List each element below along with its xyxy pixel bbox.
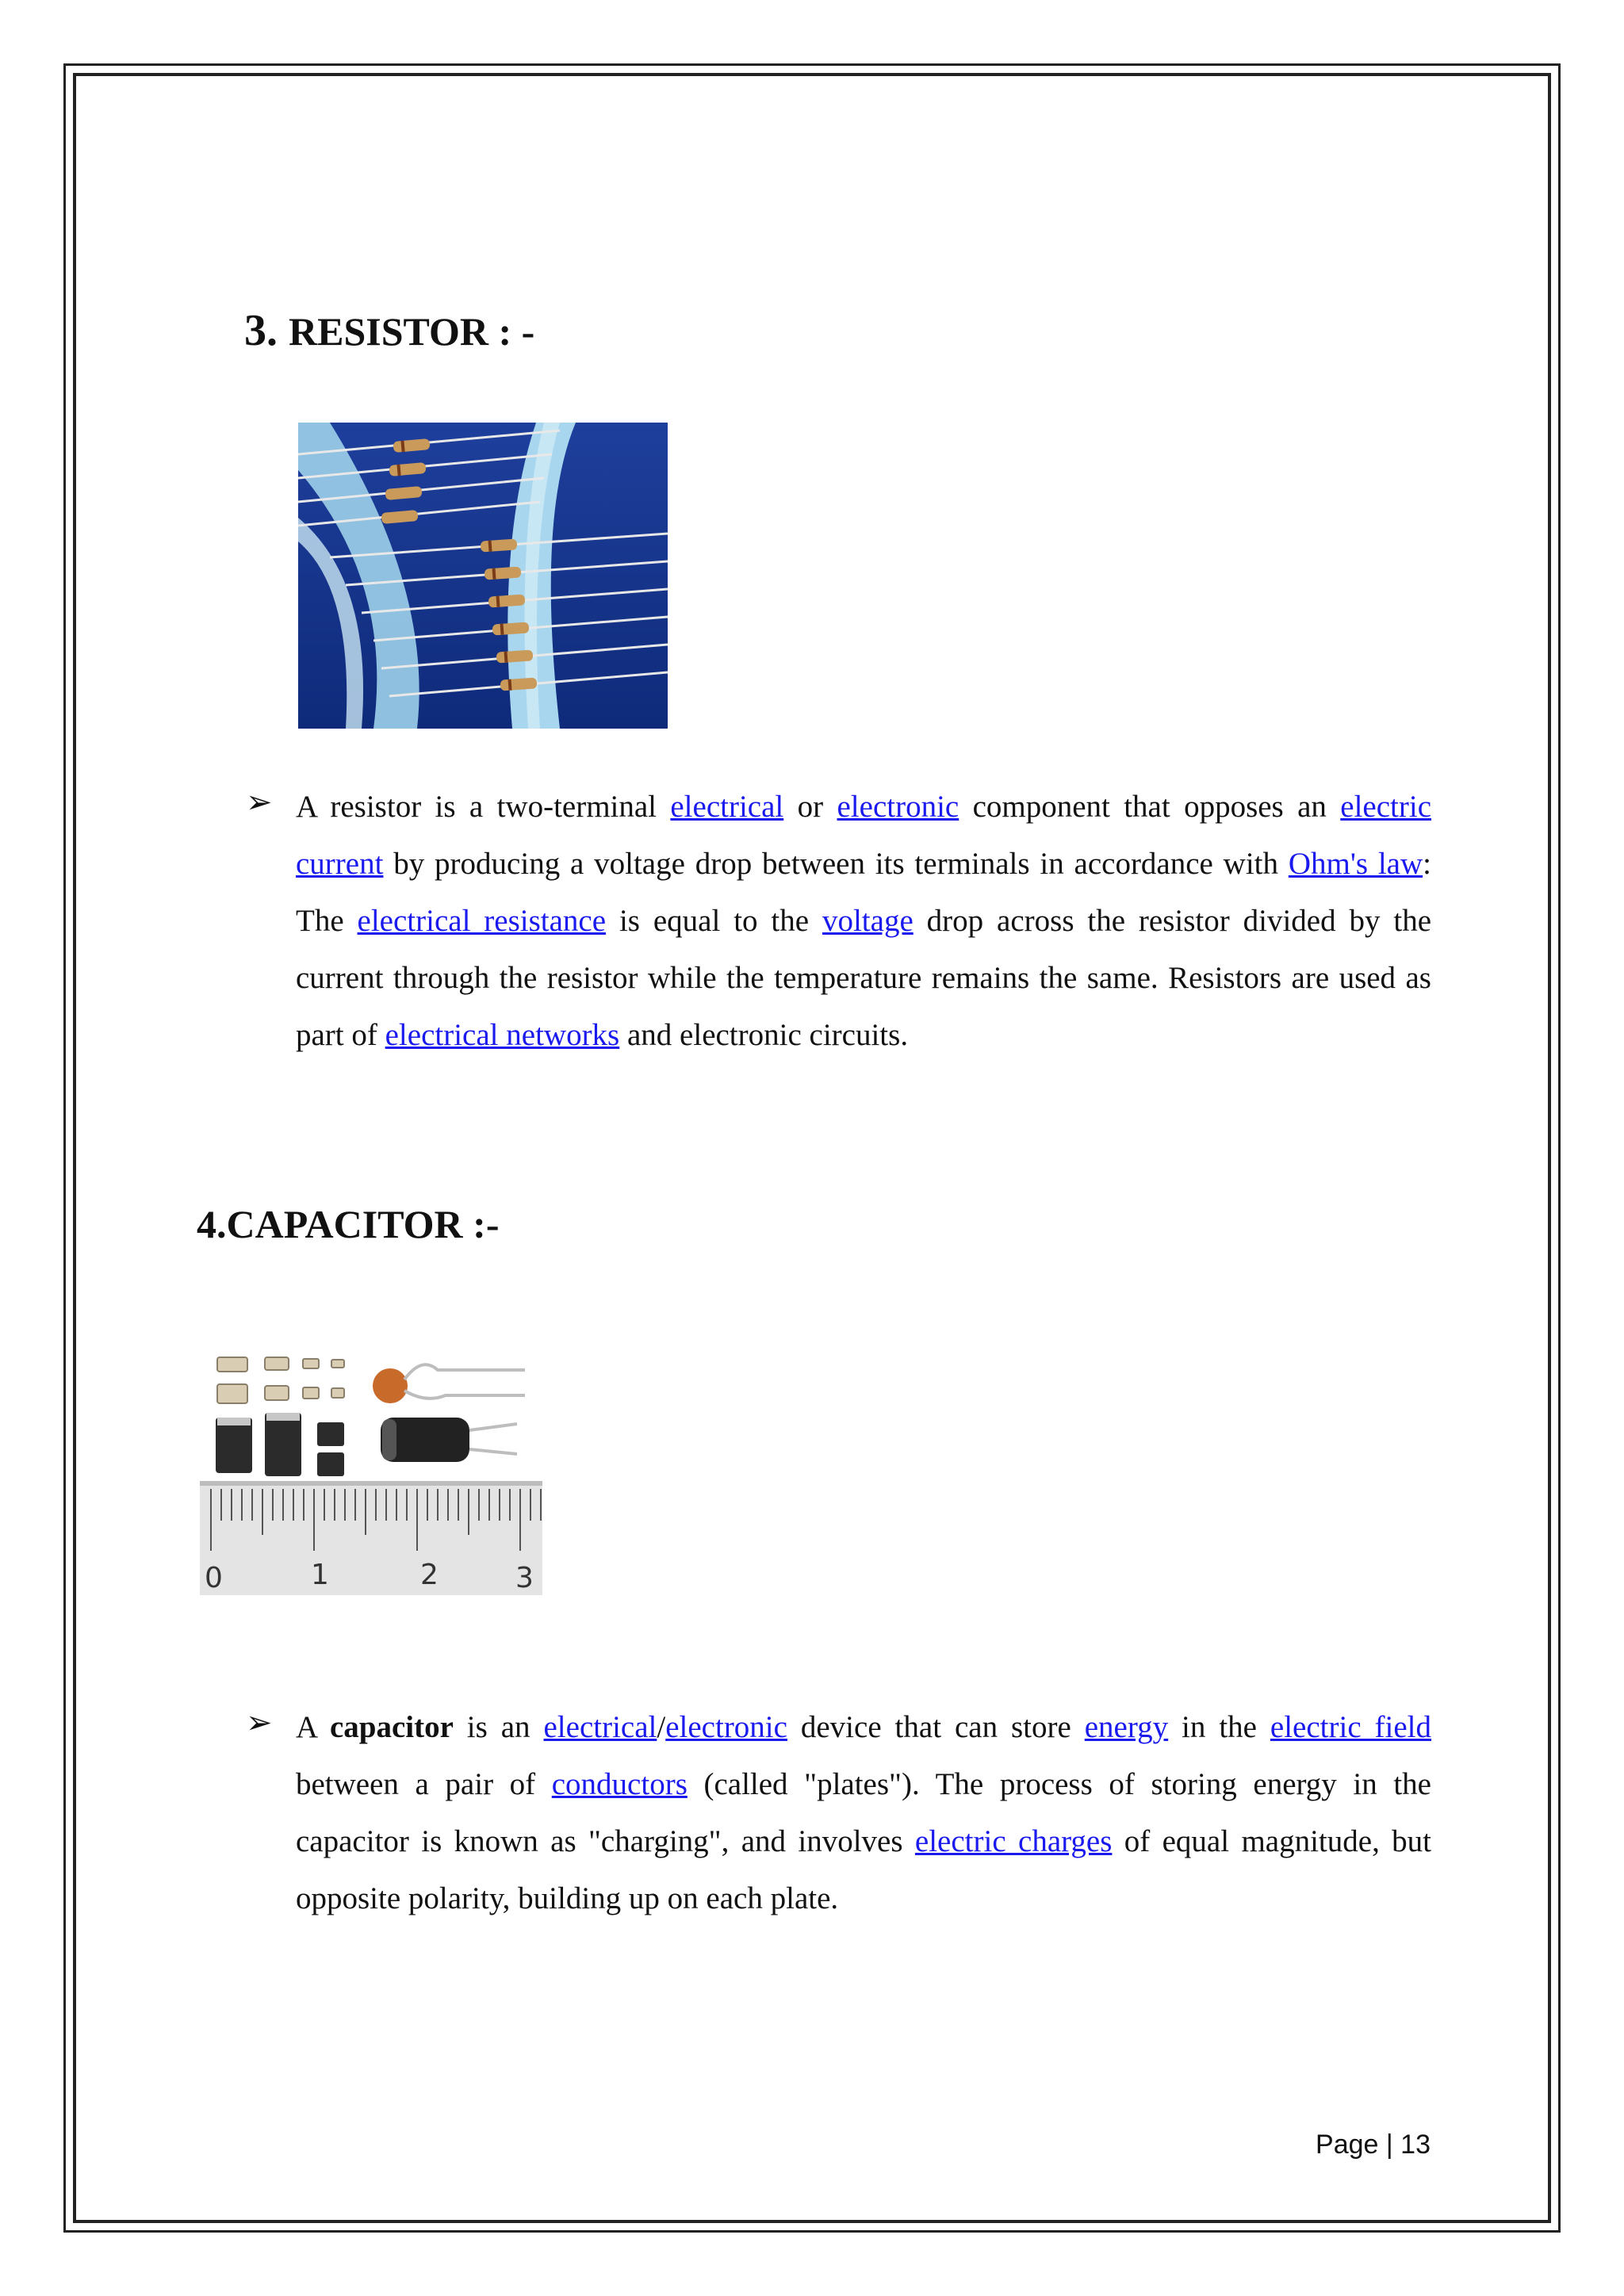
link-energy[interactable]: energy xyxy=(1084,1710,1169,1744)
link-electronic[interactable]: electronic xyxy=(837,790,959,824)
text-fragment: A resistor is a two-terminal xyxy=(296,790,671,824)
bullet-arrow-icon: ➢ xyxy=(246,784,273,820)
link-ohms-law[interactable]: Ohm's law xyxy=(1288,847,1423,881)
link-conductors[interactable]: conductors xyxy=(551,1767,688,1801)
ruler-label-1: 1 xyxy=(311,1559,329,1591)
text-fragment: or xyxy=(783,790,837,824)
link-electrical[interactable]: electrical xyxy=(670,790,784,824)
text-fragment: component that opposes an xyxy=(959,790,1341,824)
text-fragment: / xyxy=(657,1710,666,1744)
text-fragment: in the xyxy=(1168,1710,1270,1744)
text-fragment: (called "plates"). The process of storing energy in the capacitor is known as "charging", and involves xyxy=(296,1767,1431,1858)
resistor-photo xyxy=(298,423,668,729)
link-electrical-networks[interactable]: electrical networks xyxy=(385,1018,620,1052)
bold-term: capacitor xyxy=(329,1710,454,1744)
capacitor-heading: 4.CAPACITOR :- xyxy=(197,1202,500,1246)
resistor-heading-number: 3. xyxy=(244,306,278,355)
ruler-label-2: 2 xyxy=(420,1559,439,1591)
text-fragment: : The xyxy=(296,847,1431,938)
capacitor-description xyxy=(296,1699,1431,1927)
page-number: Page | 13 xyxy=(1316,2130,1431,2160)
link-electric-field[interactable]: electric field xyxy=(1270,1710,1432,1744)
text-fragment: between a pair of xyxy=(296,1767,552,1801)
link-electrical-resistance[interactable]: electrical resistance xyxy=(357,904,607,938)
text-fragment: is an xyxy=(453,1710,544,1744)
resistor-heading xyxy=(244,305,534,356)
bullet-arrow-icon: ➢ xyxy=(246,1705,273,1740)
ruler-label-0: 0 xyxy=(205,1562,223,1594)
text-fragment: and electronic circuits. xyxy=(619,1018,909,1052)
text-fragment: of equal magnitude, but opposite polarity, building up on each plate. xyxy=(296,1824,1432,1915)
text-fragment: A xyxy=(296,1710,330,1744)
link-electronic[interactable]: electronic xyxy=(665,1710,787,1744)
link-electric-charges[interactable]: electric charges xyxy=(914,1824,1113,1858)
link-electrical[interactable]: electrical xyxy=(543,1710,657,1744)
text-fragment: drop across the resistor divided by the current through the resistor while the temperature remains the same. Resistors are used as part of xyxy=(296,904,1432,1052)
ruler-label-3: 3 xyxy=(515,1562,534,1594)
text-fragment: by producing a voltage drop between its terminals in accordance with xyxy=(383,847,1289,881)
capacitor-photo xyxy=(200,1348,542,1595)
resistor-description xyxy=(296,779,1431,1064)
text-fragment: is equal to the xyxy=(606,904,822,938)
link-electric-current[interactable]: electric current xyxy=(296,790,1431,881)
text-fragment: device that can store xyxy=(787,1710,1085,1744)
resistor-heading-title: RESISTOR : - xyxy=(289,309,535,354)
link-voltage[interactable]: voltage xyxy=(822,904,914,938)
